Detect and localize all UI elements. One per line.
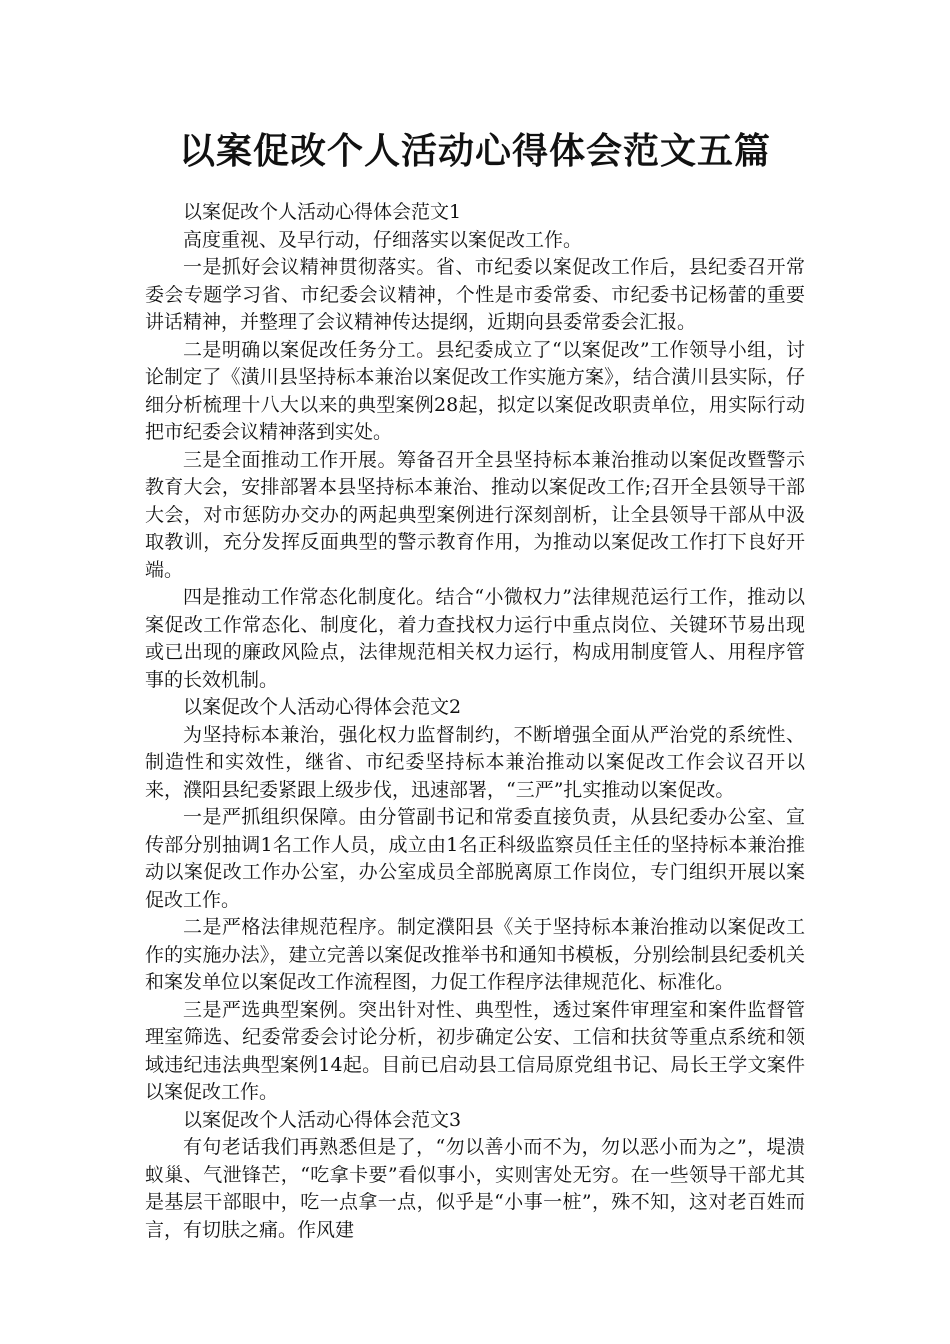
- section-heading: 以案促改个人活动心得体会范文3: [183, 1108, 462, 1131]
- paragraph: 二是明确以案促改任务分工。县纪委成立了“以案促改”工作领导小组，讨论制定了《潢川县坚持标本兼治以案促改工作实施方案》，结合潢川县实际，仔细分析梳理十八大以来的典型案例28起，拟定以案促改职责单位，用实际行动把市纪委会议精神落到实处。: [145, 338, 805, 443]
- paragraph: 三是严选典型案例。突出针对性、典型性，透过案件审理室和案件监督管理室筛选、纪委常委会讨论分析，初步确定公安、工信和扶贫等重点系统和领域违纪违法典型案例14起。目前已启动县工信局原党组书记、局长王学文案件以案促改工作。: [145, 998, 805, 1103]
- paragraph: 高度重视、及早行动，仔细落实以案促改工作。: [183, 228, 583, 251]
- paragraph: 一是抓好会议精神贯彻落实。省、市纪委以案促改工作后，县纪委召开常委会专题学习省、市纪委会议精神，个性是市委常委、市纪委书记杨蕾的重要讲话精神，并整理了会议精神传达提纲，近期向县委常委会汇报。: [145, 256, 805, 333]
- paragraph: 为坚持标本兼治，强化权力监督制约，不断增强全面从严治党的系统性、制造性和实效性，继省、市纪委坚持标本兼治推动以案促改工作会议召开以来，濮阳县纪委紧跟上级步伐，迅速部署，“三严”扎实推动以案促改。: [145, 723, 805, 801]
- paragraph: 二是严格法律规范程序。制定濮阳县《关于坚持标本兼治推动以案促改工作的实施办法》，建立完善以案促改推举书和通知书模板，分别绘制县纪委机关和案发单位以案促改工作流程图，力促工作程序法律规范化、标准化。: [145, 916, 805, 993]
- section-heading: 以案促改个人活动心得体会范文2: [183, 696, 462, 718]
- document-body: [145, 199, 805, 1244]
- paragraph: 三是全面推动工作开展。筹备召开全县坚持标本兼治推动以案促改暨警示教育大会，安排部署本县坚持标本兼治、推动以案促改工作;召开全县领导干部大会，对市惩防办交办的两起典型案例进行深刻剖析，让全县领导干部从中汲取教训，充分发挥反面典型的警示教育作用，为推动以案促改工作打下良好开端。: [145, 448, 805, 581]
- paragraph: 有句老话我们再熟悉但是了，“勿以善小而不为，勿以恶小而为之”，堤溃蚁巢、气泄锋芒，“吃拿卡要”看似事小，实则害处无穷。在一些领导干部尤其是基层干部眼中，吃一点拿一点，似乎是“小事一桩”，殊不知，这对老百姓而言，有切肤之痛。作风建: [145, 1136, 805, 1241]
- paragraph: 一是严抓组织保障。由分管副书记和常委直接负责，从县纪委办公室、宣传部分别抽调1名工作人员，成立由1名正科级监察员任主任的坚持标本兼治推动以案促改工作办公室，办公室成员全部脱离原工作岗位，专门组织开展以案促改工作。: [145, 806, 805, 911]
- paragraph: 四是推动工作常态化制度化。结合“小微权力”法律规范运行工作，推动以案促改工作常态化、制度化，着力查找权力运行中重点岗位、关键环节易出现或已出现的廉政风险点，法律规范相关权力运行，构成用制度管人、用程序管事的长效机制。: [145, 586, 805, 691]
- document-title: 以案促改个人活动心得体会范文五篇: [178, 131, 771, 172]
- section-heading: 以案促改个人活动心得体会范文1: [183, 201, 462, 223]
